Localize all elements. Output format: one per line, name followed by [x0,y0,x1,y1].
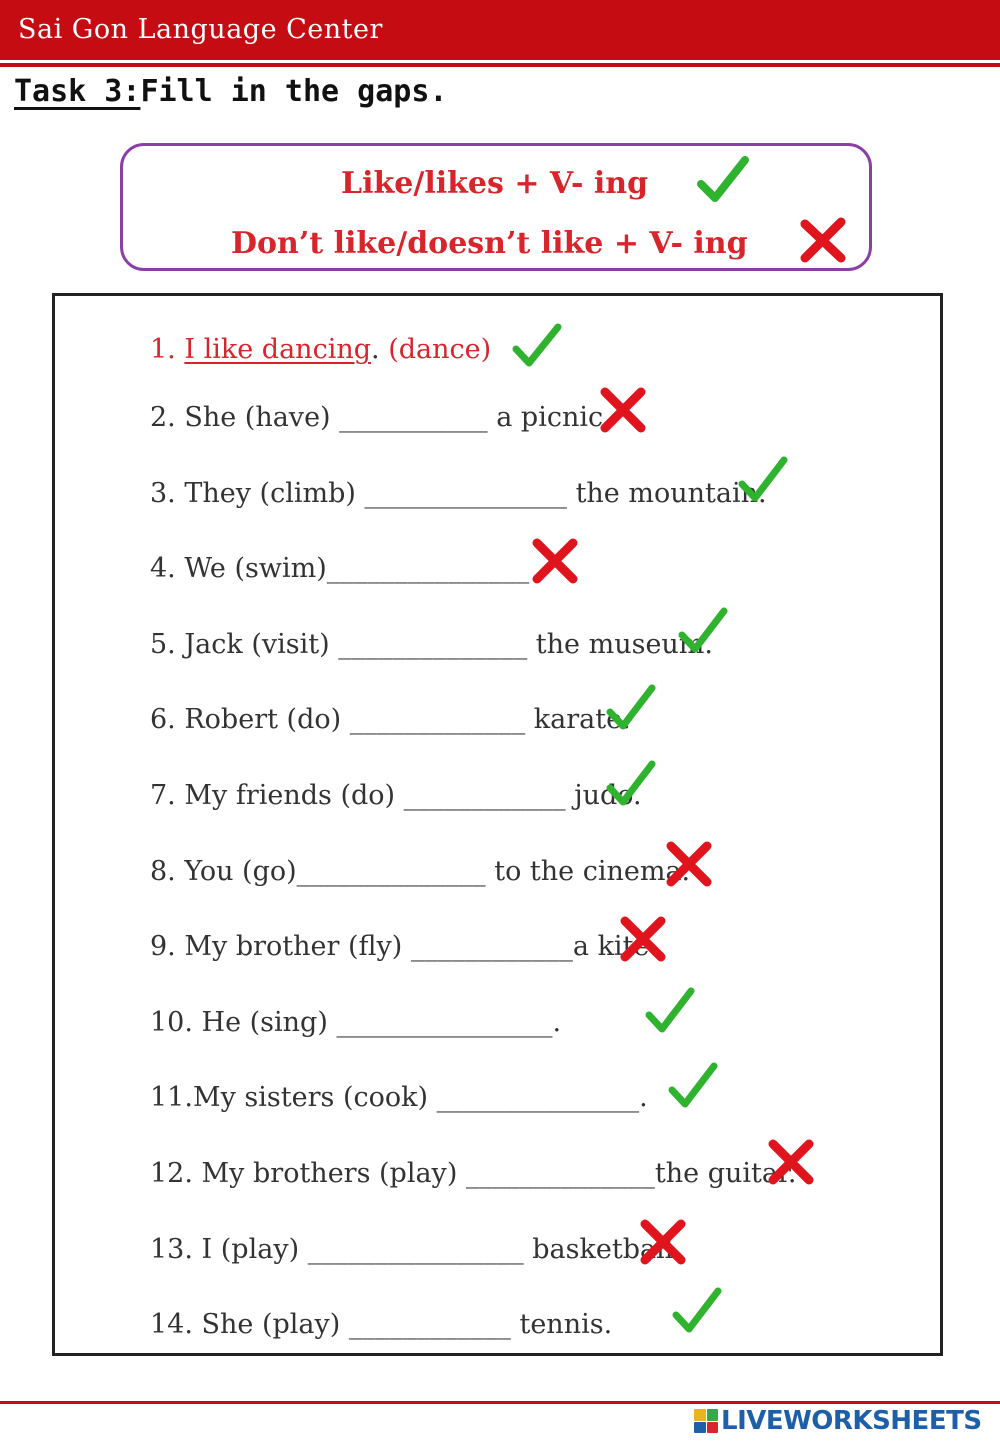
liveworksheets-brand [694,1406,982,1436]
grammar-rule-box [120,143,872,271]
example-answer: I like dancing [184,334,371,365]
exercise-item: 10. He (sing) ________________. [150,1006,562,1038]
exercise-item: 14. She (play) ____________ tennis. [150,1309,613,1341]
example-hint: (dance) [388,334,492,365]
cross-icon [617,913,671,965]
header-bar [0,0,1000,60]
cross-icon [529,535,583,587]
liveworksheets-logo-icon [694,1409,718,1433]
center-name: Sai Gon Language Center [18,14,383,45]
example-item [150,336,491,363]
check-icon [643,985,697,1037]
exercise-item: 3. They (climb) _______________ the mountain. [150,477,767,509]
brand-name: LIVEWORKSHEETS [721,1406,982,1436]
check-icon [695,154,751,206]
cross-icon [597,384,651,436]
exercise-item: 8. You (go)______________ to the cinema. [150,855,691,887]
cross-icon [637,1216,691,1268]
check-icon [666,1060,720,1112]
exercise-sheet [52,293,943,1356]
header-divider [0,63,1000,67]
rule-positive: Like/likes + V- ing [341,166,649,201]
task-label: Task 3: [14,74,141,109]
check-icon [736,454,790,506]
cross-icon [797,216,849,264]
example-number: 1. [150,334,176,365]
exercise-item: 2. She (have) ___________ a picnic. [150,402,612,433]
exercise-item: 7. My friends (do) ____________ judo. [150,780,642,811]
task-instruction: Fill in the gaps. [140,74,448,109]
check-icon [510,321,564,371]
example-period: . [371,334,380,365]
check-icon [604,758,658,810]
footer-divider [0,1401,1000,1404]
exercise-item: 6. Robert (do) _____________ karate. [150,704,631,736]
exercise-item: 5. Jack (visit) ______________ the museum. [150,628,713,660]
check-icon [676,605,730,657]
task-title [14,74,447,109]
exercise-item: 9. My brother (fly) ____________a kite. [150,931,658,963]
check-icon [670,1285,724,1337]
exercise-item: 4. We (swim)_______________ . [150,553,547,585]
rule-negative: Don’t like/doesn’t like + V- ing [231,226,748,261]
exercise-item: 11.My sisters (cook) _______________. [150,1082,648,1114]
cross-icon [663,838,717,890]
check-icon [604,682,658,734]
exercise-item: 13. I (play) ________________ basketball. [150,1233,682,1265]
exercise-item: 12. My brothers (play) ______________the guitar. [150,1158,797,1189]
cross-icon [765,1136,819,1188]
